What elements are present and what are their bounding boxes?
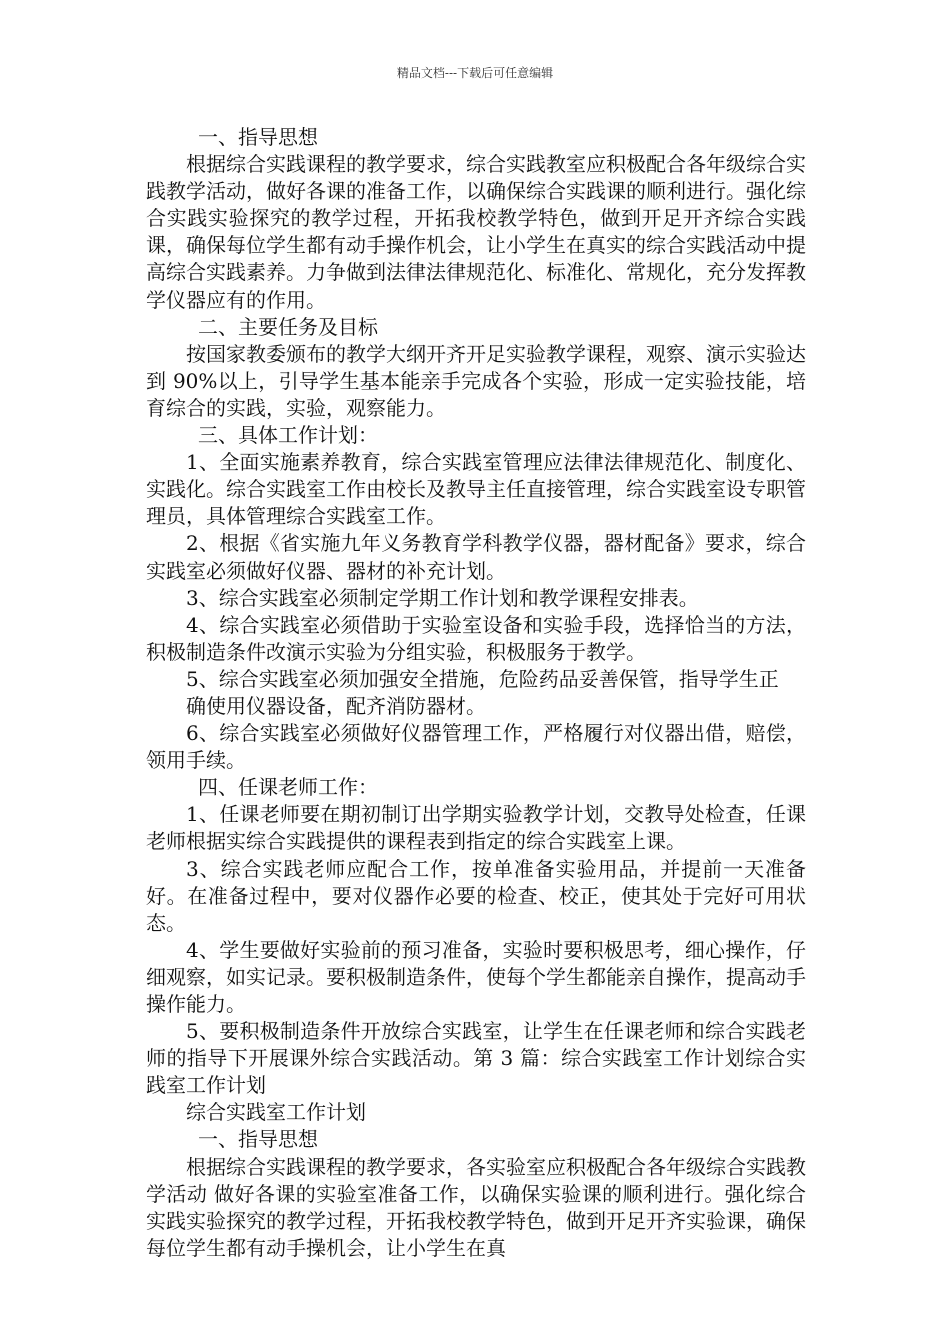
paragraph: 按国家教委颁布的教学大纲开齐开足实验教学课程，观察、演示实验达到 90%以上，引导学生基本能亲手完成各个实验，形成一定实验技能，培育综合的实践，实验，观察能力。 <box>146 341 806 420</box>
paragraph: 根据综合实践课程的教学要求，各实验室应积极配合各年级综合实践教学活动 做好各课的实验室准备工作，以确保实验课的顺利进行。强化综合实践实验探究的教学过程，开拓我校教学特色，做到开足开齐实验课，确保每位学生都有动手操机会，让小学生在真 <box>146 1154 806 1260</box>
paragraph: 6、综合实践室必须做好仪器管理工作，严格履行对仪器出借，赔偿，领用手续。 <box>146 721 806 773</box>
page-header: 精品文档---下载后可任意编辑 <box>396 66 554 80</box>
paragraph: 5、综合实践室必须加强安全措施，危险药品妥善保管，指导学生正 <box>186 666 779 691</box>
section-heading: 三、具体工作计划： <box>198 423 378 448</box>
section-heading: 一、指导思想 <box>198 125 318 149</box>
paragraph: 根据综合实践课程的教学要求，综合实践教室应积极配合各年级综合实践教学活动，做好各课的准备工作，以确保综合实践课的顺利进行。强化综合实践实验探究的教学过程，开拓我校教学特色，做到开足开齐综合实践课，确保每位学生都有动手操作机会，让小学生在真实的综合实践活动中提高综合实践素养。力争做到法律法律规范化、标准化、常规化，充分发挥教学仪器应有的作用。 <box>146 152 806 312</box>
section-heading: 四、任课老师工作： <box>198 775 378 800</box>
paragraph: 3、综合实践室必须制定学期工作计划和教学课程安排表。 <box>186 585 699 610</box>
section-heading: 一、指导思想 <box>198 1127 318 1152</box>
section-heading: 二、主要任务及目标 <box>198 314 378 339</box>
paragraph: 5、要积极制造条件开放综合实践室，让学生在任课老师和综合实践老师的指导下开展课外综合实践活动。第 3 篇：综合实践室工作计划综合实践室工作计划 <box>146 1019 806 1098</box>
paragraph: 1、任课老师要在期初制订出学期实验教学计划，交教导处检查，任课老师根据实综合实践提供的课程表到指定的综合实践室上课。 <box>146 802 806 854</box>
paragraph: 1、全面实施素养教育，综合实践室管理应法律法律规范化、制度化、实践化。综合实践室工作由校长及教导主任直接管理，综合实践室设专职管理员，具体管理综合实践室工作。 <box>146 450 806 529</box>
paragraph: 4、学生要做好实验前的预习准备，实验时要积极思考，细心操作，仔细观察，如实记录。要积极制造条件，使每个学生都能亲自操作，提高动手操作能力。 <box>146 937 806 1016</box>
paragraph: 综合实践室工作计划 <box>186 1100 366 1125</box>
document-body <box>146 124 806 1262</box>
paragraph: 3、综合实践老师应配合工作，按单准备实验用品，并提前一天准备好。在准备过程中，要对仪器作必要的检查、校正，使其处于完好可用状态。 <box>146 856 806 935</box>
paragraph: 4、综合实践室必须借助于实验室设备和实验手段，选择恰当的方法，积极制造条件改演示实验为分组实验，积极服务于教学。 <box>146 612 806 664</box>
paragraph: 2、根据《省实施九年义务教育学科教学仪器，器材配备》要求，综合实践室必须做好仪器、器材的补充计划。 <box>146 531 806 583</box>
paragraph: 确使用仪器设备，配齐消防器材。 <box>186 693 486 718</box>
